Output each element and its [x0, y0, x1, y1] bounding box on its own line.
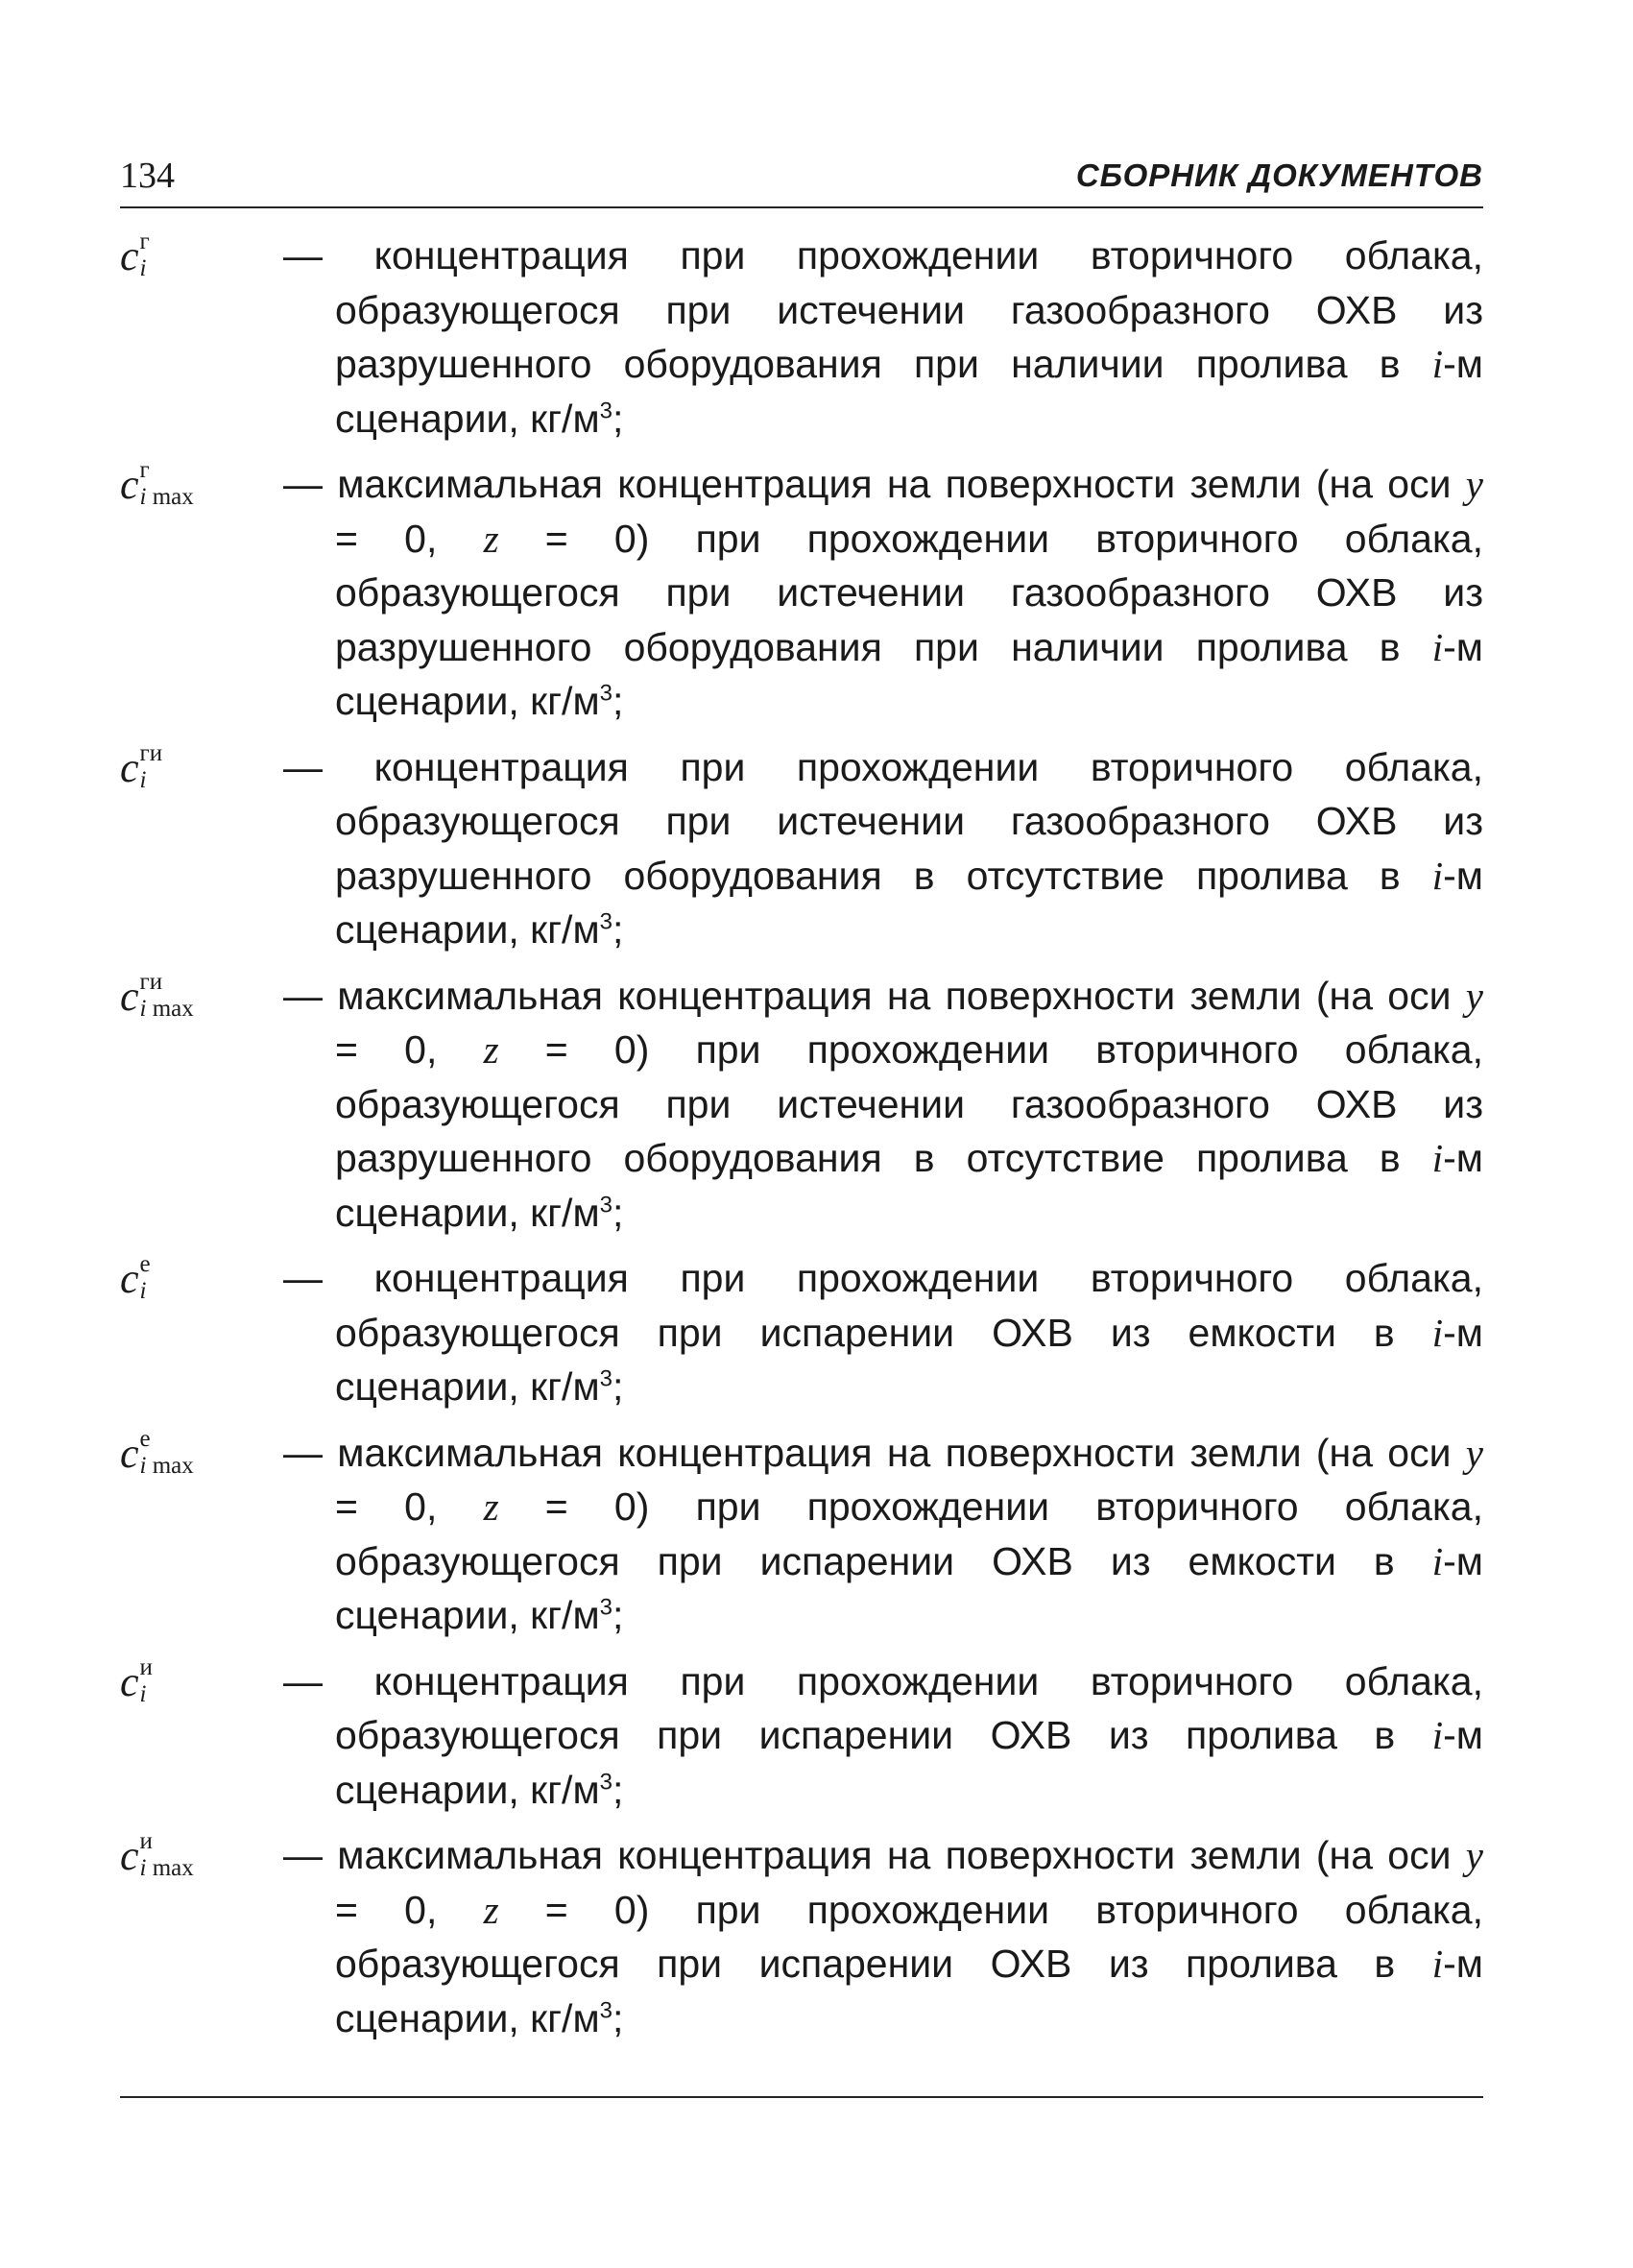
symbol-superscript: ги [139, 739, 163, 766]
definition-item [120, 1426, 1483, 1643]
text-run: -м сценарии, кг/м [335, 342, 1483, 441]
text-run: -м сценарии, кг/м [335, 1538, 1483, 1637]
text-run: = 0) при прохождении вторичного облака, образующегося при истечении газообразного ОХВ из разрушенного оборудования в отсутствие пролива в [335, 1027, 1483, 1180]
symbol-scripts [140, 969, 194, 1021]
symbol-subscript [140, 486, 194, 509]
math-variable: y [1465, 462, 1483, 506]
symbol-subscript-index: i [139, 484, 147, 510]
text-run: = 0, [335, 1027, 484, 1072]
definition-item [120, 229, 1483, 446]
symbol-superscript: г [139, 457, 150, 483]
definition-symbol [120, 457, 194, 513]
definition-symbol [120, 1426, 194, 1482]
unit-superscript: 3 [599, 1996, 612, 2023]
math-variable: i [1431, 624, 1444, 669]
text-run: ; [612, 1995, 624, 2040]
text-run: ; [612, 396, 624, 441]
definition-text [283, 229, 1483, 446]
symbol-scripts [140, 740, 163, 792]
symbol-subscript [139, 766, 163, 793]
math-variable: i [1431, 1310, 1444, 1355]
text-run: — концентрация при прохождении вторичного облака, образующегося при истечении газообразного ОХВ из разрушенного оборудования при наличии пролива в [283, 233, 1483, 386]
symbol-superscript: е [139, 1425, 151, 1452]
text-run: -м сценарии, кг/м [335, 853, 1483, 952]
symbol-subscript-index: i [139, 766, 147, 793]
definition-text [283, 457, 1483, 729]
definition-item [120, 1251, 1483, 1414]
text-run: ; [612, 1593, 624, 1637]
definition-item [120, 969, 1483, 1241]
symbol-subscript [139, 1452, 194, 1479]
text-run: = 0) при прохождении вторичного облака, образующегося при испарении ОХВ из пролива в [335, 1887, 1483, 1986]
text-run: ; [612, 1364, 624, 1409]
text-run: -м сценарии, кг/м [335, 1310, 1483, 1409]
symbol-subscript [140, 1280, 151, 1303]
math-variable: z [483, 516, 499, 561]
text-run: ; [612, 907, 624, 952]
symbol-superscript: е [139, 1251, 151, 1277]
definition-item [120, 740, 1483, 957]
definition-symbol [120, 1654, 153, 1710]
math-variable: i [1431, 1713, 1444, 1757]
symbol-base: c [120, 743, 139, 791]
symbol-scripts [140, 1251, 151, 1303]
symbol-scripts [140, 1654, 153, 1706]
text-run: ; [612, 1190, 624, 1235]
definition-item [120, 1654, 1483, 1818]
text-run: — концентрация при прохождении вторичного облака, образующегося при испарении ОХВ из емкости в [283, 1256, 1483, 1355]
definition-symbol [120, 1251, 151, 1307]
definition-symbol [120, 1828, 194, 1884]
math-variable: i [1431, 1538, 1444, 1583]
definitions-list [120, 229, 1483, 2057]
unit-superscript: 3 [599, 1191, 612, 1218]
text-run: -м сценарии, кг/м [335, 624, 1483, 723]
text-run: = 0) при прохождении вторичного облака, образующегося при испарении ОХВ из емкости в [335, 1484, 1483, 1583]
unit-superscript: 3 [599, 1365, 612, 1392]
symbol-superscript: г [139, 229, 150, 254]
symbol-base: c [120, 1657, 139, 1705]
symbol-subscript [140, 1857, 194, 1880]
text-run: — максимальная концентрация на поверхности земли (на оси [283, 973, 1466, 1018]
math-variable: y [1465, 1833, 1483, 1877]
text-run: = 0, [335, 1484, 484, 1529]
page-number: 134 [120, 156, 175, 196]
text-run: — максимальная концентрация на поверхности земли (на оси [283, 462, 1466, 506]
unit-superscript: 3 [599, 1768, 612, 1795]
symbol-subscript-index: i [139, 995, 147, 1022]
definition-item [120, 457, 1483, 729]
page-header [120, 154, 1483, 209]
symbol-scripts [140, 457, 194, 509]
math-variable: i [1431, 1136, 1444, 1180]
symbol-subscript [139, 995, 194, 1022]
symbol-subscript-max: max [146, 1452, 194, 1479]
unit-superscript: 3 [599, 908, 612, 935]
definition-symbol [120, 969, 194, 1025]
symbol-base: c [120, 1429, 139, 1477]
text-run: — концентрация при прохождении вторичного облака, образующегося при испарении ОХВ из пролива в [283, 1658, 1483, 1757]
unit-superscript: 3 [599, 1594, 612, 1621]
text-run: -м сценарии, кг/м [335, 1942, 1483, 2040]
math-variable: i [1431, 853, 1444, 898]
running-title: СБОРНИК ДОКУМЕНТОВ [1075, 157, 1483, 193]
symbol-base: c [120, 1832, 139, 1879]
unit-superscript: 3 [599, 397, 612, 423]
definition-text [283, 969, 1483, 1241]
math-variable: i [1431, 1942, 1444, 1986]
definition-text [283, 1251, 1483, 1414]
symbol-scripts [140, 1426, 194, 1478]
math-variable: y [1465, 1430, 1483, 1475]
math-variable: z [483, 1484, 499, 1529]
symbol-base: c [120, 972, 139, 1020]
symbol-base: c [120, 461, 139, 508]
definition-text [283, 1828, 1483, 2045]
definition-symbol [120, 229, 150, 284]
text-run: — максимальная концентрация на поверхности земли (на оси [283, 1430, 1466, 1475]
symbol-superscript: ги [139, 968, 163, 995]
math-variable: z [483, 1887, 499, 1932]
symbol-scripts [140, 229, 150, 280]
definition-item [120, 1828, 1483, 2045]
text-run: ; [612, 1767, 624, 1812]
definition-text [283, 740, 1483, 957]
symbol-subscript-max: max [146, 995, 194, 1022]
text-run: = 0) при прохождении вторичного облака, образующегося при истечении газообразного ОХВ из разрушенного оборудования при наличии пролива в [335, 516, 1483, 669]
symbol-subscript-index: i [139, 1278, 147, 1304]
definition-text [283, 1426, 1483, 1643]
text-run: -м сценарии, кг/м [335, 1136, 1483, 1235]
symbol-superscript: и [139, 1653, 153, 1680]
definition-symbol [120, 740, 162, 796]
header-divider [120, 206, 1483, 208]
text-run: -м сценарии, кг/м [335, 1713, 1483, 1812]
symbol-base: c [120, 232, 139, 279]
symbol-superscript: и [139, 1828, 153, 1854]
text-run: — максимальная концентрация на поверхности земли (на оси [283, 1833, 1466, 1877]
text-run: = 0, [335, 516, 484, 561]
math-variable: i [1431, 342, 1444, 386]
unit-superscript: 3 [599, 680, 612, 707]
symbol-subscript-index: i [139, 1680, 147, 1707]
math-variable: z [483, 1027, 499, 1072]
symbol-subscript-index: i [139, 1855, 147, 1881]
definition-text [283, 1654, 1483, 1818]
symbol-base: c [120, 1255, 139, 1302]
text-run: — концентрация при прохождении вторичного облака, образующегося при истечении газообразного ОХВ из разрушенного оборудования в отсутствие пролива в [283, 744, 1483, 898]
symbol-subscript [140, 257, 150, 280]
text-run: ; [612, 679, 624, 723]
symbol-subscript-max: max [146, 484, 194, 510]
symbol-subscript-index: i [139, 255, 147, 281]
footer-divider [120, 2096, 1483, 2098]
symbol-scripts [140, 1828, 194, 1880]
math-variable: y [1465, 973, 1483, 1018]
text-run: = 0, [335, 1887, 484, 1932]
symbol-subscript [139, 1680, 153, 1707]
symbol-subscript-index: i [139, 1452, 147, 1479]
symbol-subscript-max: max [146, 1855, 194, 1881]
